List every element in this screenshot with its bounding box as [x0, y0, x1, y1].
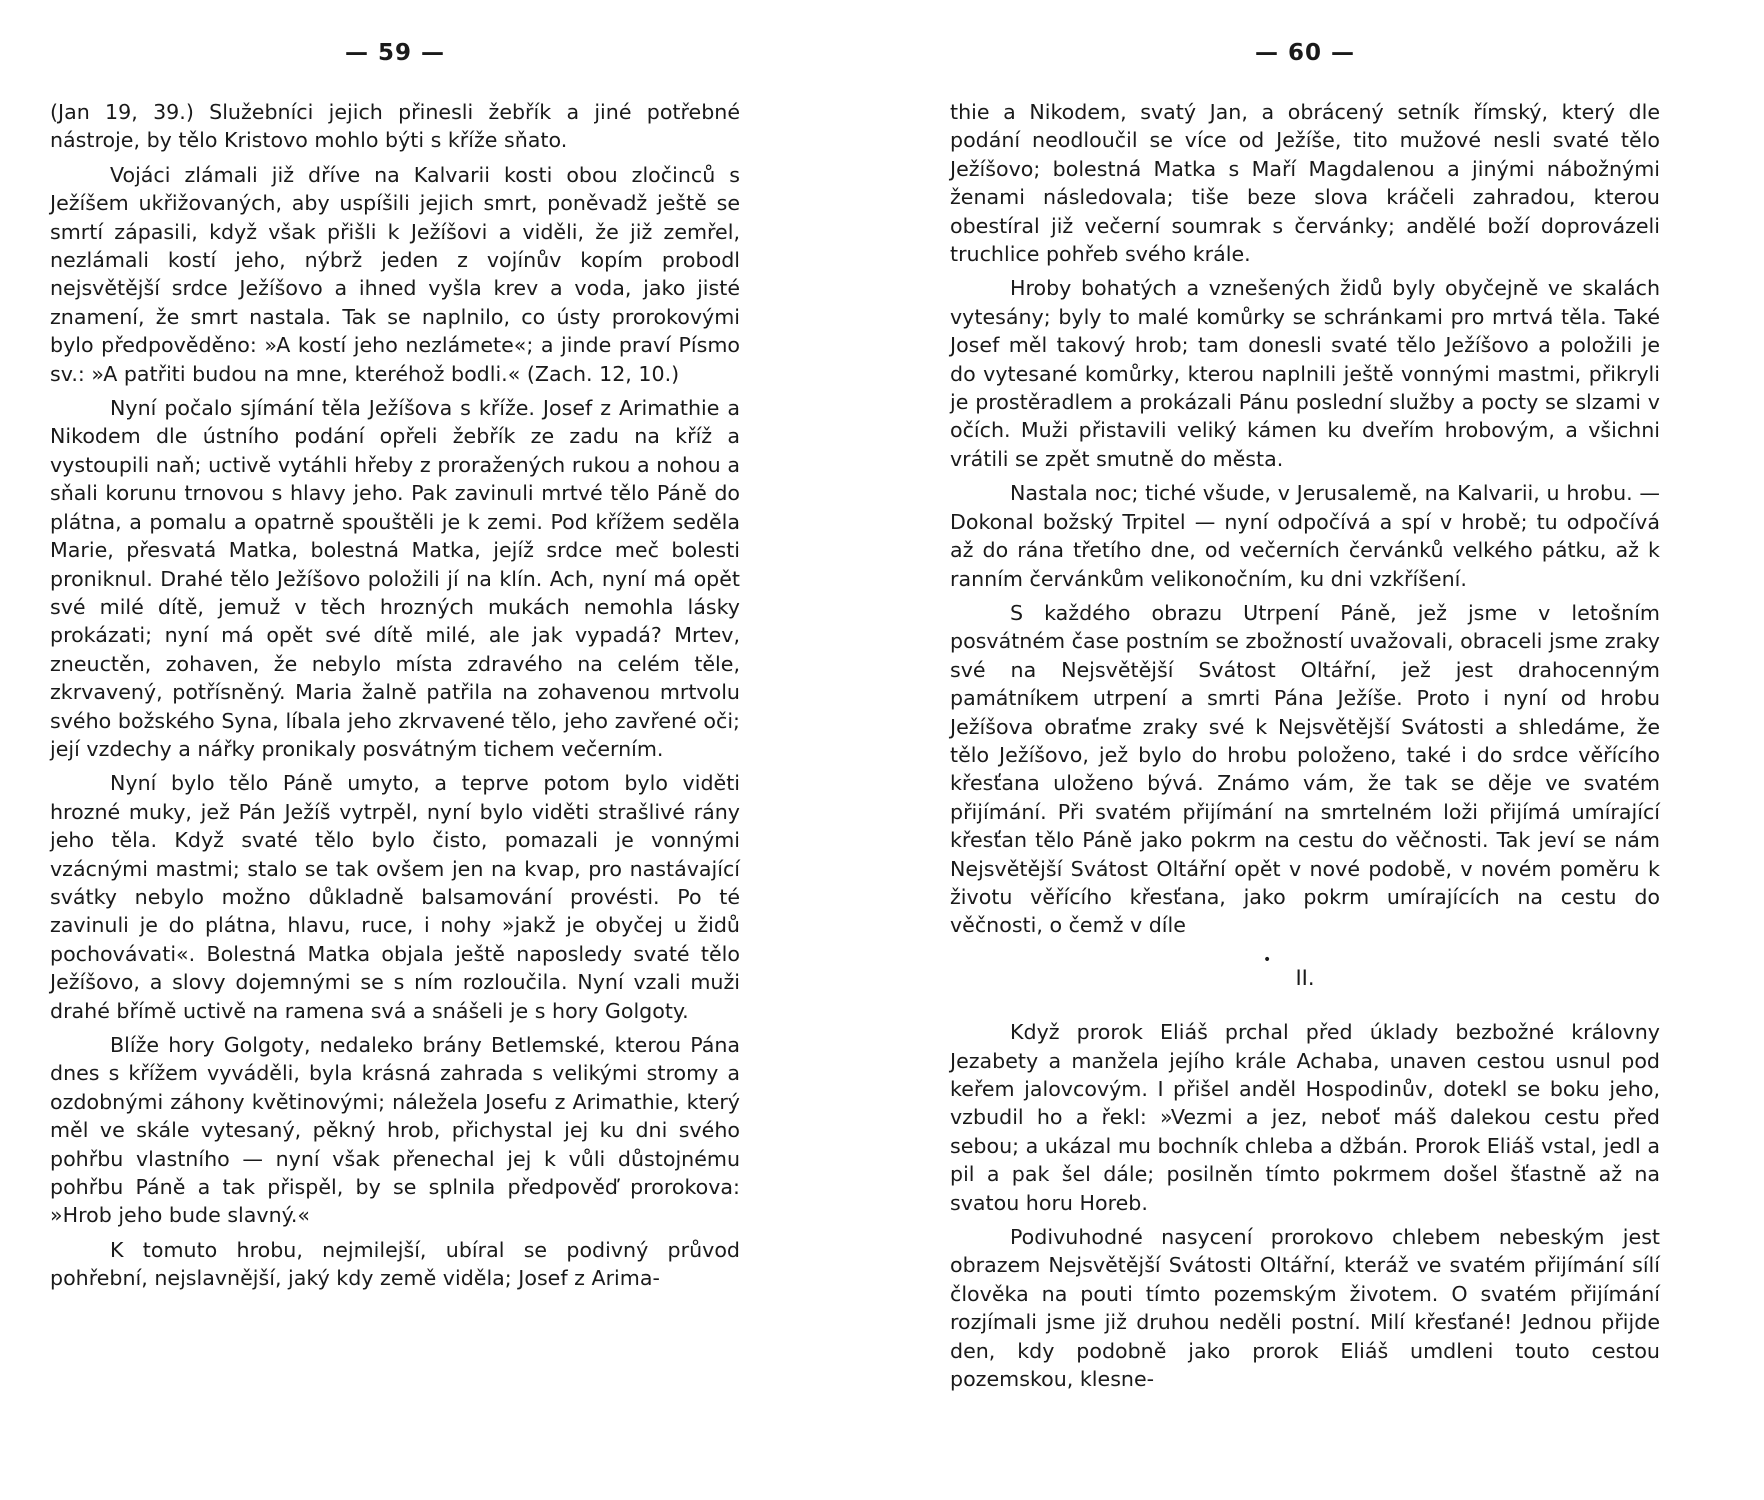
- left-page: [50, 40, 740, 1299]
- right-page-text: [950, 98, 1660, 1393]
- paragraph: Nastala noc; tiché všude, v Jerusalemě, na Kalvarii, u hrobu. — Dokonal božský Trpitel — nyní odpočívá a spí v hrobě; tu odpočívá až do rána třetího dne, od večerních červánků velkého pátku, až k ranním červánkům velikonočním, ku dni vzkříšení.: [950, 481, 1660, 591]
- paragraph: Nyní bylo tělo Páně umyto, a teprve potom bylo viděti hrozné muky, jež Pán Ježíš vytrpěl, nyní bylo viděti strašlivé rány jeho těla. Když svaté tělo bylo čisto, pomazali je vonnými vzácnými mastmi; stalo se tak ovšem jen na kvap, pro nastávající svátky nebylo možno důkladně balsamování provésti. Po té zavinuli je do plátna, hlavu, ruce, i nohy »jakž je obyčej u židů pochovávati«. Bolestná Matka objala ještě naposledy svaté tělo Ježíšovo, a slovy dojemnými se s ním rozloučila. Nyní vzali muži drahé břímě uctivě na ramena svá a snášeli je s hory Golgoty.: [50, 771, 740, 1023]
- page-number-60: — 60 —: [1254, 40, 1356, 66]
- left-page-text: [50, 98, 740, 1293]
- paragraph: (Jan 19, 39.) Služebníci jejich přinesli žebřík a jiné potřebné nástroje, by tělo Kristovo mohlo býti s kříže sňato.: [50, 100, 740, 153]
- section-dot: •: [1263, 951, 1272, 968]
- paragraph: Když prorok Eliáš prchal před úklady bezbožné královny Jezabety a manžela jejího krále Achaba, unaven cestou usnul pod keřem jalovcovým. I přišel anděl Hospodinův, dotekl se boku jeho, vzbudil ho a řekl: »Vezmi a jez, neboť máš dalekou cestu před sebou; a ukázal mu bochník chleba a džbán. Prorok Eliáš vstal, jedl a pil a pak šel dále; posilněn tímto pokrmem došel šťastně až na svatou horu Horeb.: [950, 1020, 1660, 1215]
- paragraph: Vojáci zlámali již dříve na Kalvarii kosti obou zločinců s Ježíšem ukřižovaných, aby uspíšili jejich smrt, poněvadž ještě se smrtí zápasili, když však přišli k Ježíšovi a viděli, že již zemřel, nezlámali kostí jeho, nýbrž jeden z vojínův kopím probodl nejsvětější srdce Ježíšovo a ihned vyšla krev a voda, jako jisté znamení, že smrt nastala. Tak se naplnilo, co ústy prorokovými bylo předpověděno: »A kostí jeho nezlámete«; a jinde praví Písmo sv.: »A patřiti budou na mne, kteréhož bodli.« (Zach. 12, 10.): [50, 162, 740, 386]
- paragraph: S každého obrazu Utrpení Páně, jež jsme v letošním posvátném čase postním se zbožností uvažovali, obraceli jsme zraky své na Nejsvětější Svátost Oltářní, jež jest drahocenným památníkem utrpení a smrti Pána Ježíše. Proto i nyní od hrobu Ježíšova obraťme zraky své k Nejsvětější Svátosti a shledáme, že tělo Ježíšovo, jež bylo do hrobu položeno, také i do srdce věřícího křesťana uloženo bývá. Známo vám, že tak se děje ve svatém přijímání. Při svatém přijímání na smrtelném loži přijímá umírající křesťan tělo Páně jako pokrm na cestu do věčnosti. Tak jeví se nám Nejsvětější Svátost Oltářní opět v nové podobě, v novém poměru k životu věřícího křesťana, jako pokrm umírajících na cestu do věčnosti, o čemž v díle: [950, 600, 1660, 938]
- section-heading: II.: [1295, 965, 1315, 990]
- paragraph: thie a Nikodem, svatý Jan, a obrácený setník římský, který dle podání neodloučil se více od Ježíše, tito mužové nesli svaté tělo Ježíšovo; bolestná Matka s Maří Magdalenou a jinými nábožnými ženami následovala; tiše beze slova kráčeli zahradou, kterou obestíral již večerní soumrak s červánky; andělé boží doprovázeli truchlice pohřeb svého krále.: [950, 100, 1660, 267]
- page-number-59: — 59 —: [344, 40, 446, 66]
- paragraph: Podivuhodné nasycení prorokovo chlebem nebeským jest obrazem Nejsvětější Svátosti Oltářní, kteráž ve svatém přijímání sílí člověka na pouti tímto pozemským životem. O svatém přijímání rozjímali jsme již druhou neděli postní. Milí křesťané! Jednou přijde den, kdy podobně jako prorok Eliáš umdleni touto cestou pozemskou, klesne-: [950, 1225, 1660, 1392]
- right-page: [950, 40, 1660, 1399]
- paragraph: Blíže hory Golgoty, nedaleko brány Betlemské, kterou Pána dnes s křížem vyváděli, byla krásná zahrada s velikými stromy a ozdobnými záhony květinovými; náležela Josefu z Arimathie, který měl ve skále vytesaný, pěkný hrob, přichystal jej ku dni svého pohřbu vlastního — nyní však přenechal jej k vůli důstojnému pohřbu Páně a tak přispěl, by se splnila předpověď prorokova: »Hrob jeho bude slavný.«: [50, 1033, 740, 1228]
- paragraph: K tomuto hrobu, nejmilejší, ubíral se podivný průvod pohřební, nejslavnější, jaký kdy země viděla; Josef z Arima-: [50, 1237, 740, 1291]
- paragraph: Nyní počalo sjímání těla Ježíšova s kříže. Josef z Arimathie a Nikodem dle ústního podání opřeli žebřík ze zadu na kříž a vystoupili naň; uctivě vytáhli hřeby z proražených rukou a nohou a sňali korunu trnovou s hlavy jeho. Pak zavinuli mrtvé tělo Páně do plátna, a pomalu a opatrně spouštěli je k zemi. Pod křížem seděla Marie, přesvatá Matka, bolestná Matka, jejíž srdce meč bolesti proniknul. Drahé tělo Ježíšovo položili jí na klín. Ach, nyní má opět své milé dítě, jemuž v těch hrozných mukách nemohla lásky prokázati; nyní má opět své dítě milé, ale jak vypadá? Mrtev, zneuctěn, zohaven, že nebylo místa zdravého na celém těle, zkrvavený, potřísněný. Maria žalně patřila na zohavenou mrtvolu svého božského Syna, líbala jeho zkrvavené tělo, jeho zavřené oči; její vzdechy a nářky pronikaly posvátným tichem večerním.: [50, 396, 740, 761]
- paragraph: Hroby bohatých a vznešených židů byly obyčejně ve skalách vytesány; byly to malé komůrky se schránkami pro mrtvá těla. Také Josef měl takový hrob; tam donesli svaté tělo Ježíšovo a položili je do vytesané komůrky, kterou naplnili ještě vonnými mastmi, přikryli je prostěradlem a prokázali Pánu poslední služby a pocty se slzami v očích. Muži přistavili veliký kámen ku dveřím hrobovým, a všichni vrátili se zpět smutně do města.: [950, 276, 1660, 471]
